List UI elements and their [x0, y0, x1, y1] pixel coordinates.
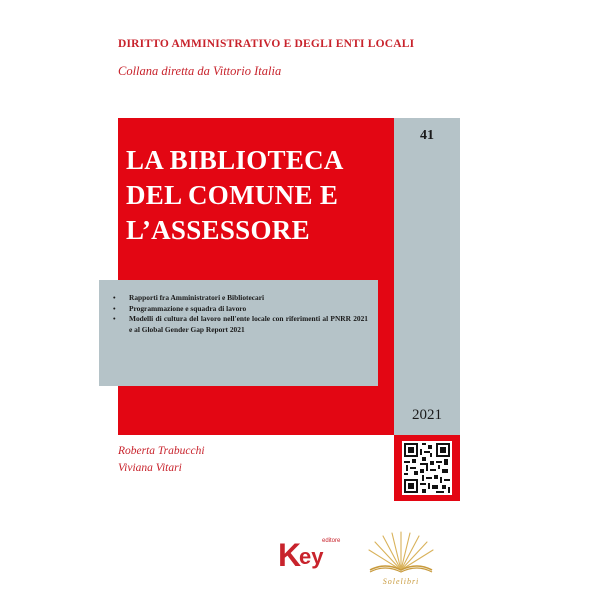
title-line-3: L’ASSESSORE [126, 215, 310, 245]
publisher-logo-small: editore [322, 538, 341, 544]
topics-box [99, 280, 378, 386]
topic-item: • Programmazione e squadra di lavoro [113, 304, 368, 315]
book-title [126, 143, 391, 248]
topics-list [113, 293, 368, 335]
authors [118, 443, 205, 477]
title-line-1: LA BIBLIOTECA [126, 145, 344, 175]
series-title: DIRITTO AMMINISTRATIVO E DEGLI ENTI LOCALI [118, 38, 415, 50]
series-editor: Collana diretta da Vittorio Italia [118, 64, 282, 78]
publisher-logo-ey: ey [299, 544, 324, 569]
topic-item: • Rapporti fra Amministratori e Bibliotecari [113, 293, 368, 304]
topic-item: • Modelli di cultura del lavoro nell'ente locale con riferimenti al PNRR 2021 e al Global Gender Gap Report 2021 [113, 314, 368, 335]
side-column [394, 118, 460, 435]
publisher-logo-k: K [278, 537, 302, 573]
qr-panel [394, 435, 460, 501]
qr-code-icon [402, 441, 452, 495]
author-1: Roberta Trabucchi [118, 445, 205, 457]
volume-number: 41 [420, 128, 434, 143]
publication-year: 2021 [412, 407, 442, 423]
sun-book-icon [362, 526, 440, 574]
title-line-2: DEL COMUNE E [126, 180, 339, 210]
publisher-logo [278, 538, 340, 572]
partner-logo [362, 526, 440, 586]
author-2: Viviana Vitari [118, 462, 182, 474]
partner-logo-text: Solelibri [382, 577, 420, 586]
